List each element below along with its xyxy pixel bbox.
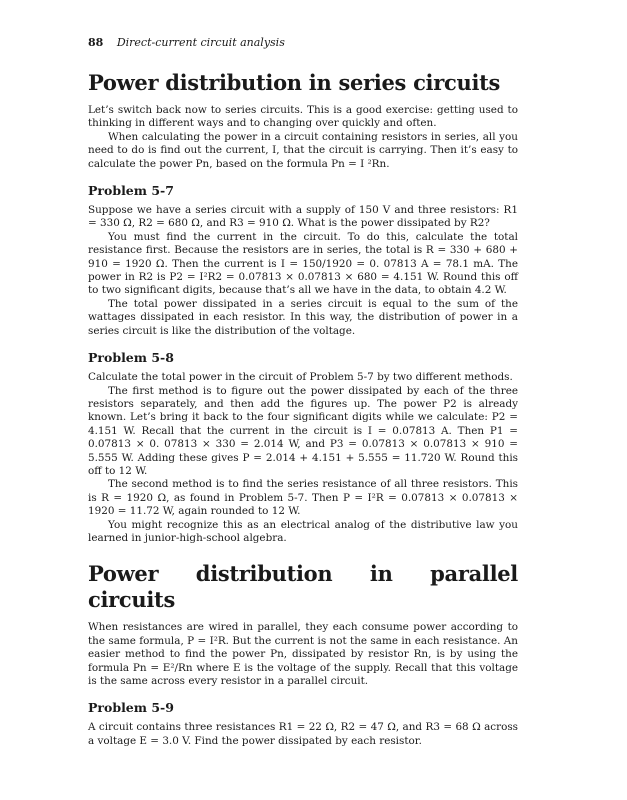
- paragraph: Suppose we have a series circuit with a supply of 150 V and three resistors: R1 = 330 Ω, R2 = 680 Ω, and R3 = 910 Ω. What is the power dissipated by R2?: [88, 204, 518, 230]
- problem-heading-5-7: Problem 5-7: [88, 183, 174, 199]
- paragraph: Calculate the total power in the circuit of Problem 5-7 by two different methods.: [88, 371, 513, 384]
- paragraph: The total power dissipated in a series circuit is equal to the sum of the wattages dissipated in each resistor. In this way, the distribution of power in a series circuit is like the distribution of the voltage.: [88, 297, 518, 337]
- paragraph: Let’s switch back now to series circuits. This is a good exercise: getting used to thinking in different ways and to changing over quickly and often.: [88, 104, 518, 130]
- page-number: 88: [88, 36, 104, 49]
- paragraph: A circuit contains three resistances R1 = 22 Ω, R2 = 47 Ω, and R3 = 68 Ω across a voltage E = 3.0 V. Find the power dissipated by each resistor.: [88, 721, 518, 747]
- section-title-series: Power distribution in series circuits: [88, 70, 501, 95]
- paragraph: When calculating the power in a circuit containing resistors in series, all you need to do is find out the current, I, that the circuit is carrying. Then it’s easy to calculate the power Pn, based on the formula Pn = I ²Rn.: [88, 130, 518, 170]
- running-title: Direct-current circuit analysis: [116, 36, 285, 49]
- paragraph: When resistances are wired in parallel, they each consume power according to the same formula, P = I²R. But the current is not the same in each resistance. An easier method to find the power Pn, dissipated by resistor Rn, is by using the formula Pn = E²/Rn where E is the voltage of the supply. Recall that this voltage is the same across every resistor in a parallel circuit.: [88, 621, 518, 687]
- paragraph: You must find the current in the circuit. To do this, calculate the total resistance first. Because the resistors are in series, the total is R = 330 + 680 + 910 = 1920 Ω. Then the current is I = 150/1920 = 0. 07813 A = 78.1 mA. The power in R2 is P2 = I²R2 = 0.07813 × 0.07813 × 680 = 4.151 W. Round this off to two significant digits, because that’s all we have in the data, to obtain 4.2 W.: [88, 230, 518, 297]
- paragraph: The second method is to find the series resistance of all three resistors. This is R = 1920 Ω, as found in Problem 5-7. Then P = I²R = 0.07813 × 0.07813 × 1920 = 11.72 W, again rounded to 12 W.: [88, 478, 518, 518]
- section-title-parallel: Power distribution in parallel circuits: [88, 561, 518, 613]
- paragraph: The first method is to figure out the power dissipated by each of the three resistors separately, and then add the figures up. The power P2 is already known. Let’s bring it back to the four significant digits while we calculate: P2 = 4.151 W. Recall that the current in the circuit is I = 0.07813 A. Then P1 = 0.07813 × 0. 07813 × 330 = 2.014 W, and P3 = 0.07813 × 0.07813 × 910 = 5.555 W. Adding these gives P = 2.014 + 4.151 + 5.555 = 11.720 W. Round this off to 12 W.: [88, 384, 518, 477]
- page-content: [88, 66, 518, 748]
- running-head: [88, 36, 285, 50]
- problem-heading-5-8: Problem 5-8: [88, 350, 174, 366]
- paragraph: You might recognize this as an electrical analog of the distributive law you learned in junior-high-school algebra.: [88, 518, 518, 544]
- problem-heading-5-9: Problem 5-9: [88, 700, 174, 716]
